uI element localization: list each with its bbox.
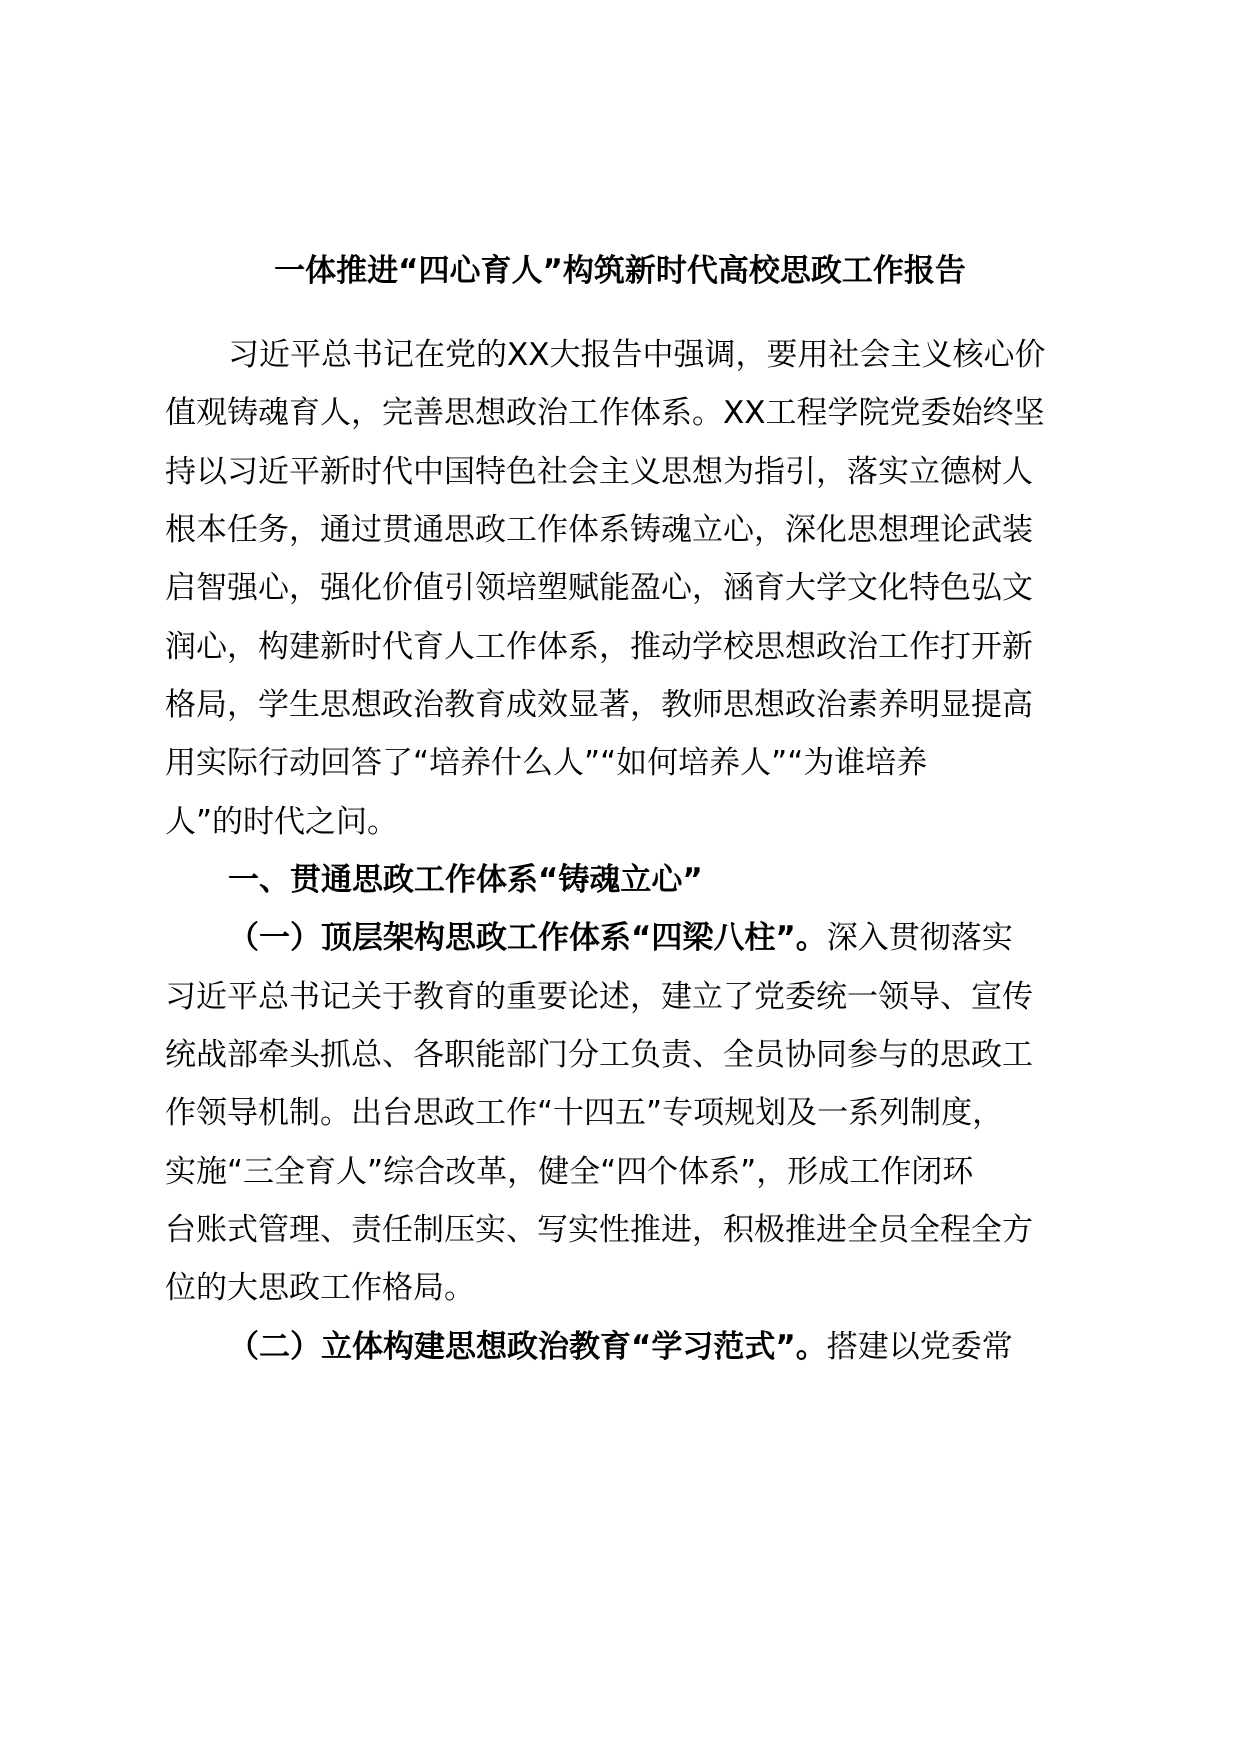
intro-line-7: 格局，学生思想政治教育成效显著，教师思想政治素养明显提高 [165,687,1033,723]
subsection-1-line-2: 习近平总书记关于教育的重要论述，建立了党委统一领导、宣传 [165,979,1033,1015]
subsection-2-heading: （二）立体构建思想政治教育“学习范式”。 [228,1329,827,1365]
subsection-2-first-line [228,1322,1013,1372]
subsection-2-first-text: 搭建以党委常 [826,1329,1013,1365]
intro-line-6: 润心，构建新时代育人工作体系，推动学校思想政治工作打开新 [165,629,1033,665]
intro-line-5: 启智强心，强化价值引领培塑赋能盈心，涵育大学文化特色弘文 [165,570,1033,606]
section-1-heading: 一、贯通思政工作体系“铸魂立心” [228,862,703,898]
intro-line-4: 根本任务，通过贯通思政工作体系铸魂立心，深化思想理论武装 [165,512,1033,548]
intro-line-1: 习近平总书记在党的XX大报告中强调，要用社会主义核心价 [228,337,1046,373]
subsection-1-line-7: 位的大思政工作格局。 [165,1270,475,1306]
intro-line-9: 人”的时代之问。 [165,804,399,840]
intro-line-2: 值观铸魂育人，完善思想政治工作体系。XX工程学院党委始终坚 [165,395,1045,431]
subsection-1-first-text: 深入贯彻落实 [826,920,1013,956]
intro-line-3: 持以习近平新时代中国特色社会主义思想为指引，落实立德树人 [165,454,1033,490]
subsection-1-line-4: 作领导机制。出台思政工作“十四五”专项规划及一系列制度， [165,1095,1004,1131]
intro-line-8: 用实际行动回答了“培养什么人”“如何培养人”“为谁培养 [165,745,928,781]
subsection-1-line-3: 统战部牵头抓总、各职能部门分工负责、全员协同参与的思政工 [165,1037,1033,1073]
subsection-1-heading: （一）顶层架构思政工作体系“四梁八柱”。 [228,920,827,956]
subsection-1-first-line [228,913,1013,963]
subsection-1-line-6: 台账式管理、责任制压实、写实性推进，积极推进全员全程全方 [165,1212,1033,1248]
document-title: 一体推进“四心育人”构筑新时代高校思政工作报告 [274,253,966,289]
subsection-1-line-5: 实施“三全育人”综合改革，健全“四个体系”，形成工作闭环 [165,1154,974,1190]
